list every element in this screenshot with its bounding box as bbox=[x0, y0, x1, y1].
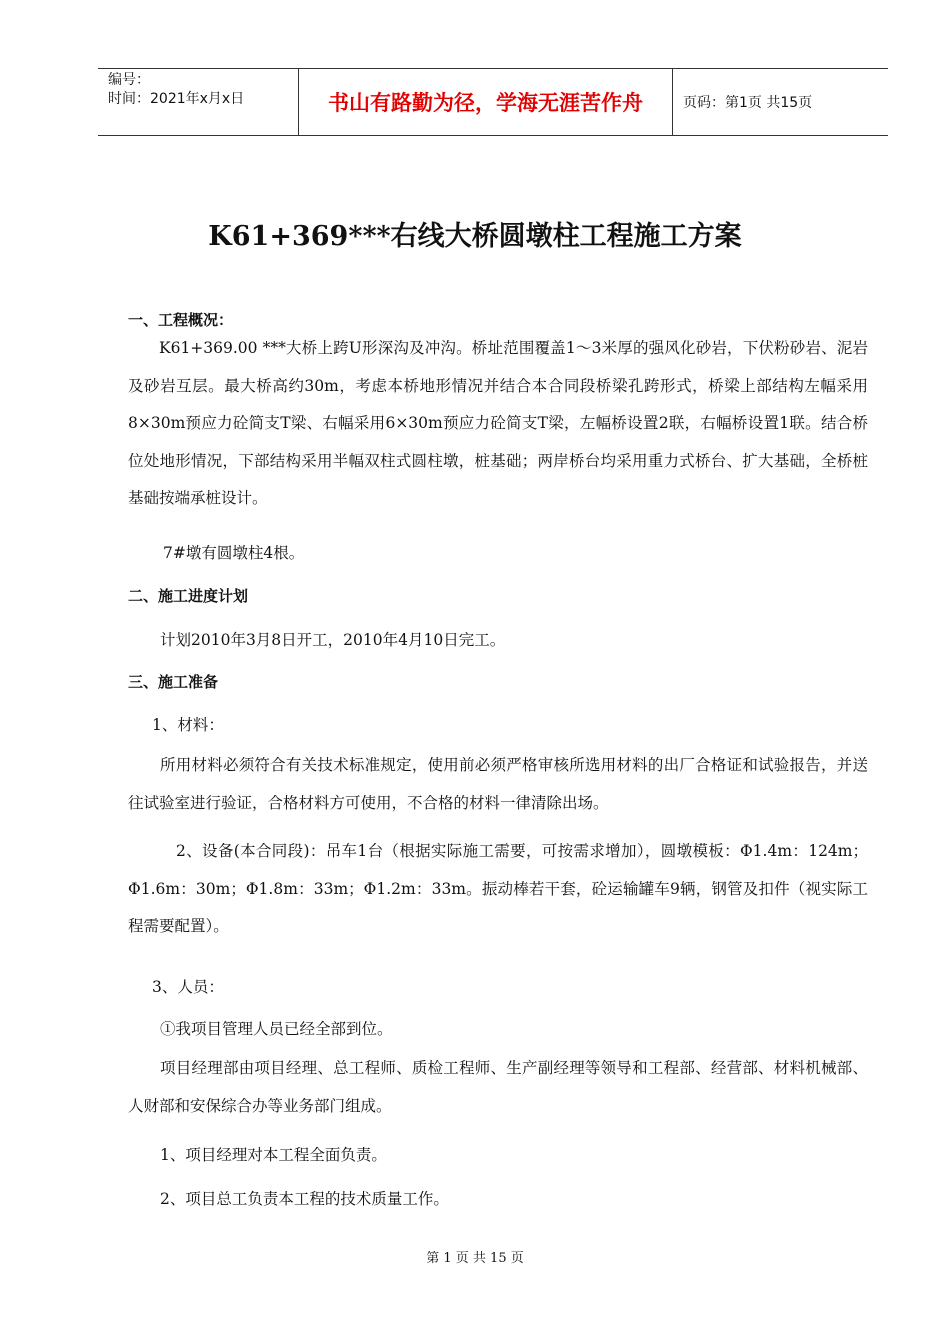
document-header bbox=[98, 68, 888, 136]
section-2-heading: 二、施工进度计划 bbox=[128, 587, 249, 605]
equipment-paragraph: 2、设备(本合同段)：吊车1台（根据实际施工需要，可按需求增加），圆墩模板：Φ1.4m：124m；Φ1.6m：30m；Φ1.8m：33m；Φ1.2m：33m。振动棒若干套，砼运输罐车9辆，钢管及扣件（视实际工程需要配置）。 bbox=[128, 842, 868, 935]
section-1-paragraph: K61+369.00 ***大桥上跨U形深沟及冲沟。桥址范围覆盖1～3米厚的强风化砂岩，下伏粉砂岩、泥岩及砂岩互层。最大桥高约30m，考虑本桥地形情况并结合本合同段桥梁孔跨形式，桥梁上部结构左幅采用8×30m预应力砼简支T梁、右幅采用6×30m预应力砼简支T梁，左幅桥设置2联，右幅桥设置1联。结合桥位处地形情况，下部结构采用半幅双柱式圆柱墩，桩基础；两岸桥台均采用重力式桥台、扩大基础，全桥桩基础按端承桩设计。 bbox=[128, 339, 868, 507]
header-motto: 书山有路勤为径，学海无涯苦作舟 bbox=[299, 69, 673, 135]
section-1-heading: 一、工程概况： bbox=[128, 311, 234, 329]
duty-item-1: 1、项目经理对本工程全面负责。 bbox=[160, 1146, 387, 1164]
document-title: K61+369***右线大桥圆墩柱工程施工方案 bbox=[208, 221, 742, 252]
personnel-label: 3、人员： bbox=[152, 978, 224, 996]
page-footer: 第 1 页 共 15 页 bbox=[426, 1251, 524, 1266]
section-1-note: 7#墩有圆墩柱4根。 bbox=[163, 544, 305, 562]
organization-paragraph: 项目经理部由项目经理、总工程师、质检工程师、生产副经理等领导和工程部、经营部、材料机械部、人财部和安保综合办等业务部门组成。 bbox=[128, 1059, 868, 1115]
materials-label: 1、材料： bbox=[152, 716, 224, 734]
number-label: 编号： bbox=[108, 72, 150, 88]
time-label: 时间：2021年x月x日 bbox=[108, 91, 245, 107]
personnel-status: ①我项目管理人员已经全部到位。 bbox=[160, 1020, 393, 1038]
section-3-heading: 三、施工准备 bbox=[128, 673, 219, 691]
header-meta bbox=[98, 69, 299, 135]
materials-paragraph: 所用材料必须符合有关技术标准规定，使用前必须严格审核所选用材料的出厂合格证和试验报告，并送往试验室进行验证，合格材料方可使用，不合格的材料一律清除出场。 bbox=[128, 756, 868, 812]
duty-item-2: 2、项目总工负责本工程的技术质量工作。 bbox=[160, 1190, 449, 1208]
header-page-info: 页码：第1页 共15页 bbox=[683, 95, 813, 111]
section-2-text: 计划2010年3月8日开工，2010年4月10日完工。 bbox=[160, 631, 506, 649]
